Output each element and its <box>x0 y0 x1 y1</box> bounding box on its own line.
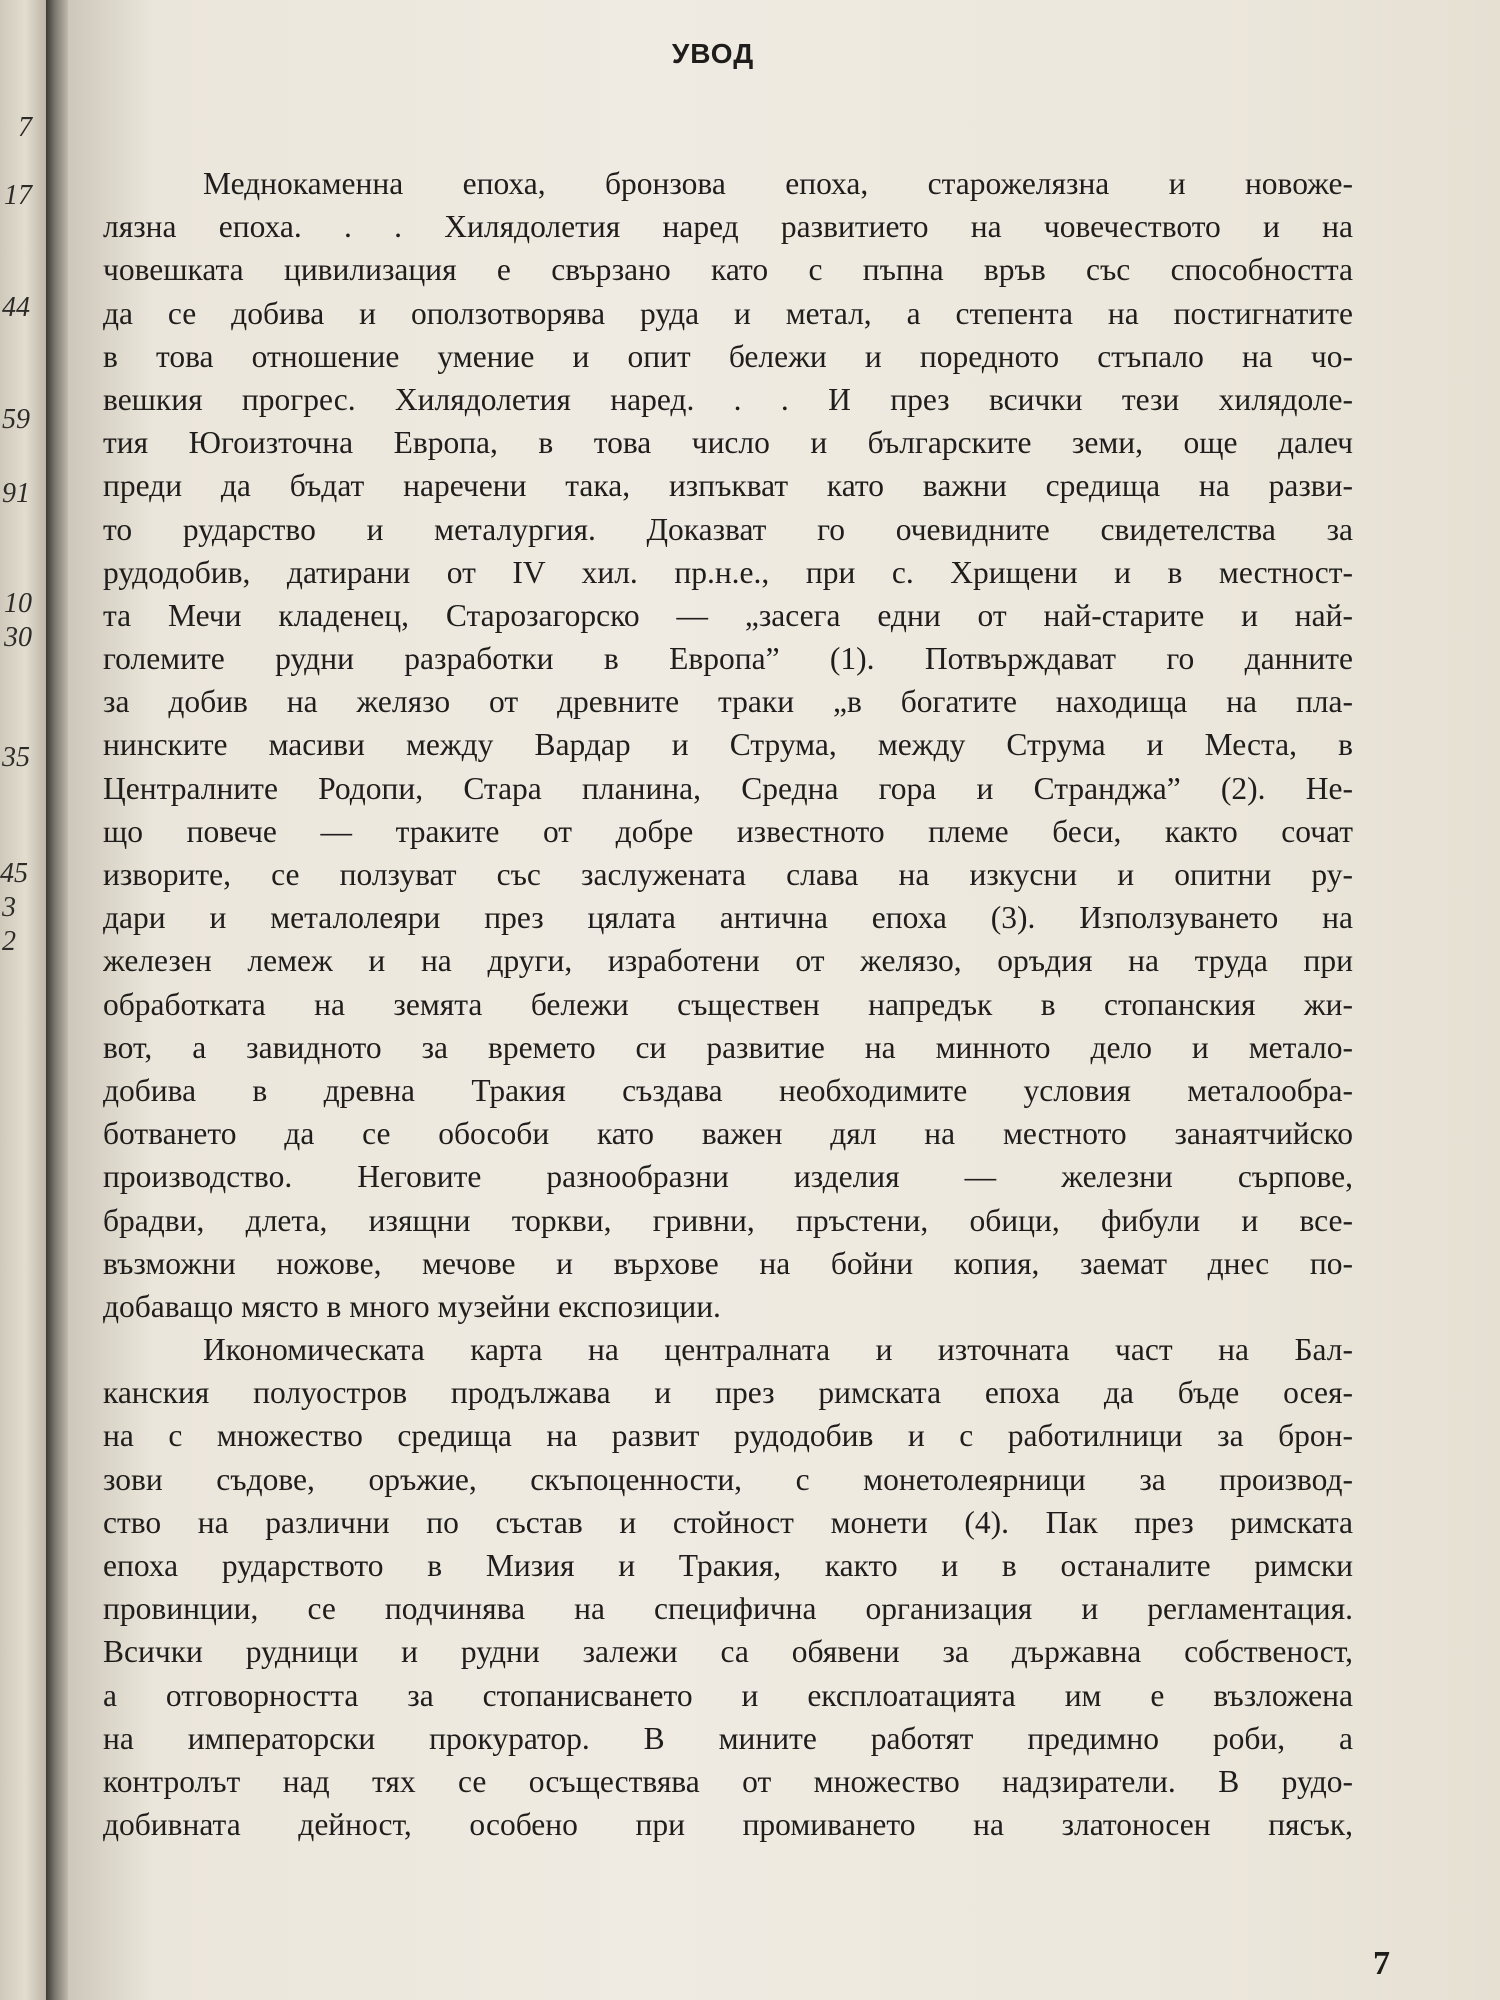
text-line: на с множество средища на развит рудодобив и с работилници за брон- <box>103 1418 1353 1454</box>
margin-note: 2 <box>2 926 16 957</box>
text-line: вот, а завидното за времето си развитие на минното дело и метало- <box>103 1029 1353 1065</box>
text-line: брадви, длета, изящни торкви, гривни, пръстени, обици, фибули и все- <box>103 1202 1353 1238</box>
text-line: ботването да се обособи като важен дял на местното занаятчийско <box>103 1116 1353 1152</box>
text-line: за добив на желязо от древните траки „в богатите находища на пла- <box>103 684 1353 720</box>
text-line: да се добива и оползотворява руда и метал, а степента на постигнатите <box>103 295 1353 331</box>
text-line: човешката цивилизация е свързано като с пъпна връв със способността <box>103 252 1353 288</box>
text-line: епоха рударството в Мизия и Тракия, както и в останалите римски <box>103 1548 1353 1583</box>
text-line: та Мечи кладенец, Старозагорско — „засега едни от най-старите и най- <box>103 597 1353 633</box>
text-line: Централните Родопи, Стара планина, Средна гора и Странджа” (2). Не- <box>103 770 1353 806</box>
margin-note: 10 <box>4 588 32 619</box>
margin-note: 35 <box>2 742 30 773</box>
text-line: то рударство и металургия. Доказват го очевидните свидетелства за <box>103 511 1353 547</box>
text-line: Меднокаменна епоха, бронзова епоха, старожелязна и новоже- <box>203 166 1353 201</box>
text-line: в това отношение умение и опит бележи и поредното стъпало на чо- <box>103 338 1353 374</box>
text-line: вешкия прогрес. Хилядолетия наред. . . И през всички тези хилядоле- <box>103 381 1353 417</box>
body-text <box>103 162 1353 1846</box>
text-line: рудодобив, датирани от IV хил. пр.н.е., при с. Хрищени и в местност- <box>103 554 1353 590</box>
text-line: железен лемеж и на други, изработени от желязо, оръдия на труда при <box>103 943 1353 979</box>
text-line: контролът над тях се осъществява от множество надзиратели. В рудо- <box>103 1763 1353 1799</box>
text-line: тия Югоизточна Европа, в това число и българските земи, още далеч <box>103 425 1353 461</box>
margin-note: 3 <box>2 892 16 923</box>
text-line: лязна епоха. . . Хилядолетия наред развитието на човечеството и на <box>103 209 1353 245</box>
margin-note: 91 <box>2 478 30 509</box>
text-line: а отговорността за стопанисването и експлоатацията им е възложена <box>103 1677 1353 1713</box>
book-gutter <box>46 0 68 2000</box>
text-line: на императорски прокуратор. В мините работят предимно роби, а <box>103 1720 1353 1756</box>
book-page <box>68 0 1500 2000</box>
text-line: възможни ножове, мечове и върхове на бойни копия, заемат днес по- <box>103 1245 1353 1281</box>
text-line: Икономическата карта на централната и източната част на Бал- <box>203 1332 1353 1368</box>
margin-note: 44 <box>2 292 30 323</box>
text-line: що повече — траките от добре известното племе беси, както сочат <box>103 813 1353 849</box>
text-line: Всички рудници и рудни залежи са обявени за държавна собственост, <box>103 1634 1353 1670</box>
text-line: преди да бъдат наречени така, изпъкват като важни средища на разви- <box>103 468 1353 504</box>
text-line: нинските масиви между Вардар и Струма, между Струма и Места, в <box>103 727 1353 763</box>
margin-note: 7 <box>18 112 32 143</box>
chapter-heading: УВОД <box>671 38 755 69</box>
margin-note: 59 <box>2 404 30 435</box>
text-line: обработката на земята бележи съществен напредък в стопанския жи- <box>103 986 1353 1022</box>
text-line: големите рудни разработки в Европа” (1). Потвърждават го данните <box>103 641 1353 677</box>
margin-note: 30 <box>4 622 32 653</box>
text-line: ство на различни по състав и стойност монети (4). Пак през римската <box>103 1504 1353 1540</box>
text-line: зови съдове, оръжие, скъпоценности, с монетолеярници за производ- <box>103 1461 1353 1497</box>
text-line: канския полуостров продължава и през римската епоха да бъде осея- <box>103 1375 1353 1411</box>
margin-note: 45 <box>0 858 28 889</box>
text-line: производство. Неговите разнообразни изделия — железни сърпове, <box>103 1159 1353 1195</box>
text-line: провинции, се подчинява на специфична организация и регламентация. <box>103 1591 1353 1627</box>
text-line: добаващо място в много музейни експозиции. <box>103 1288 721 1324</box>
text-line: добива в древна Тракия създава необходимите условия металообра- <box>103 1072 1353 1108</box>
text-line: изворите, се ползуват със заслужената слава на изкусни и опитни ру- <box>103 857 1353 892</box>
facing-page-edge <box>0 0 46 2000</box>
text-line: добивната дейност, особено при промиването на златоносен пясък, <box>103 1807 1353 1843</box>
margin-note: 17 <box>4 180 32 211</box>
page-number: 7 <box>1373 1945 1390 1982</box>
text-line: дари и металолеяри през цялата антична епоха (3). Използуването на <box>103 900 1353 936</box>
